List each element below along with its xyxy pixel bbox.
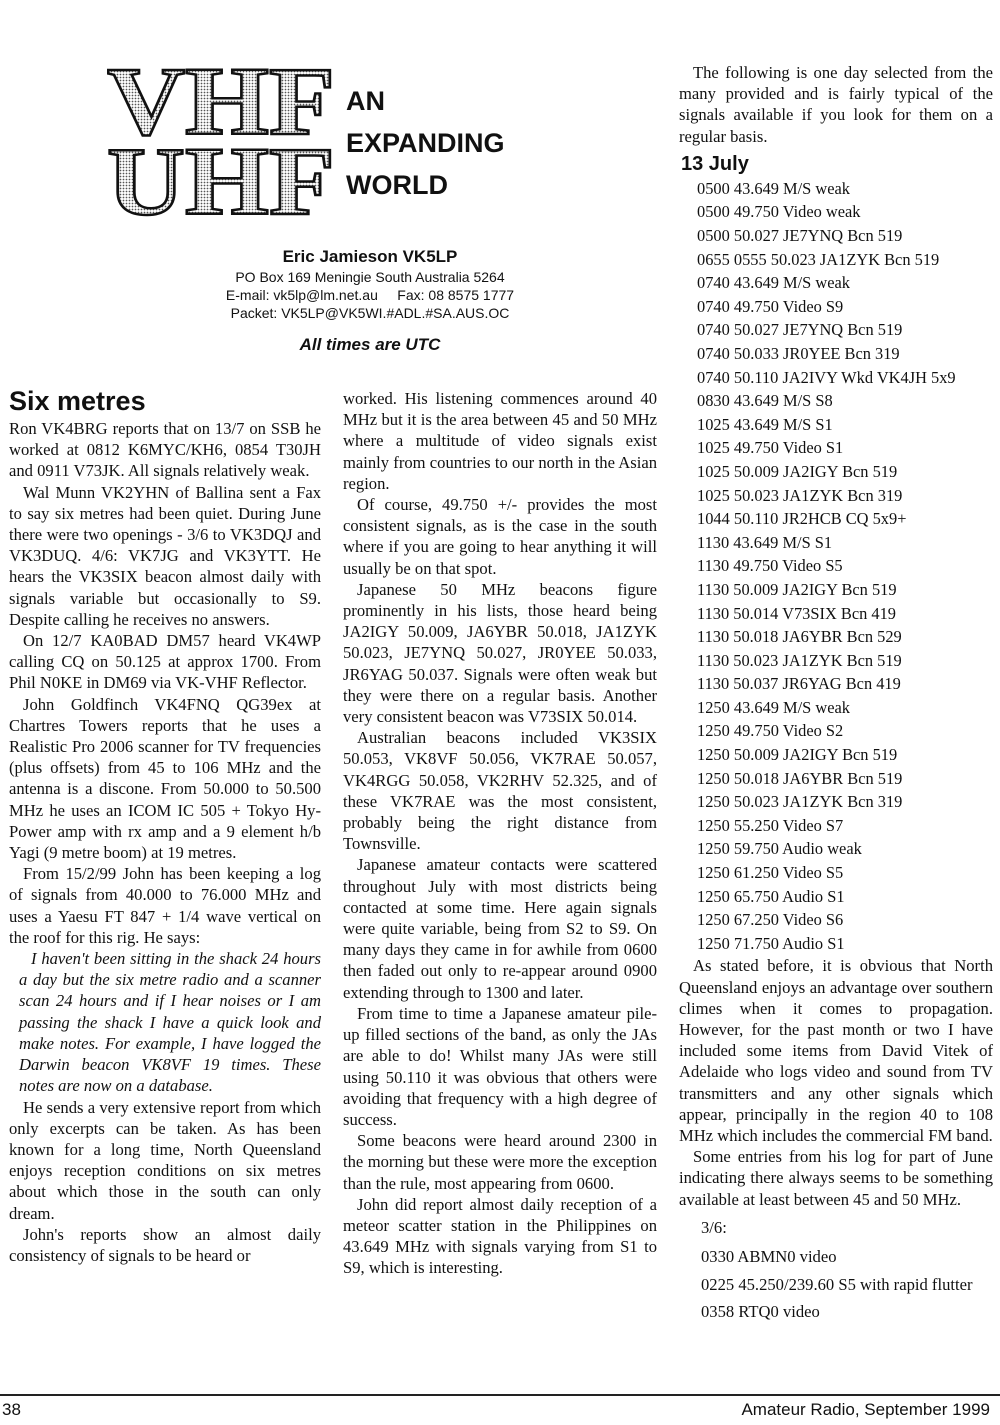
list-item: 0358 RTQ0 video <box>701 1302 820 1322</box>
headline-line: WORLD <box>346 170 448 200</box>
log-date: 13 July <box>681 152 749 175</box>
june-log-date: 3/6: <box>701 1217 727 1237</box>
log-entry: 1250 55.250 Video S7 <box>697 815 844 835</box>
column-2 <box>343 388 657 1279</box>
log-entry: 0830 43.649 M/S S8 <box>697 391 833 411</box>
column-1 <box>9 384 321 1266</box>
log-entry: 1250 50.023 JA1ZYK Bcn 319 <box>697 792 903 812</box>
page-number: 38 <box>2 1400 21 1419</box>
paragraph: Ron VK4BRG reports that on 13/7 on SSB he worked at 0812 K6MYC/KH6, 0854 T30JH and 0911 V73JK. All signals relatively weak. <box>9 419 321 481</box>
log-entry: 1250 43.649 M/S weak <box>697 697 850 717</box>
paragraph: Japanese amateur contacts were scattered throughout July with most districts being contacted at some time. Here again signals were quite variable, being from S2 to S9. On many days they came in for awhile from 0600 then faded out only to re-appear around 0900 extending through to 1300 and later. <box>343 855 657 1002</box>
author-packet: Packet: VK5LP@VK5WI.#ADL.#SA.AUS.OC <box>230 305 510 321</box>
log-entry: 1130 50.023 JA1ZYK Bcn 519 <box>697 650 902 670</box>
log-entry: 0740 49.750 Video S9 <box>697 296 844 316</box>
paragraph: John Goldfinch VK4FNQ QG39ex at Chartres Towers reports that he uses a Realistic Pro 2006 scanner for TV frequencies (plus offsets) from 45 to 106 MHz and the antenna is a discone. From 50.000 to 50.500 MHz he uses an ICOM IC 505 + Tokyo Hy-Power amp with rx amp and a 9 element h/b Yagi (9 metre boom) at 19 metres. <box>9 694 321 863</box>
log-entry: 1130 50.018 JA6YBR Bcn 529 <box>697 627 902 647</box>
paragraph: Australian beacons included VK3SIX 50.053, VK8VF 50.056, VK7RAE 50.057, VK4RGG 50.058, VK2RHV 52.325, and of these VK7RAE was the most consistent, probably being the right distance from Townsville. <box>343 728 657 854</box>
author-block <box>160 246 580 356</box>
quote: I haven't been sitting in the shack 24 hours a day but the six metre radio and a scanner scan 24 hours and if I hear noises or I am passing the shack I have a quick look and make notes. For example, I have logged the Darwin beacon VK8VF 19 times. These notes are now on a database. <box>19 949 321 1096</box>
paragraph: Japanese 50 MHz beacons figure prominently in his lists, those heard being JA2IGY 50.009, JA6YBR 50.018, JA1ZYK 50.023, JE7YNQ 50.027, JR0YEE 50.033, JR6YAG 50.037. Signals were often weak but they were there on a regular basis. Another very consistent beacon was V73SIX 50.014. <box>343 579 657 727</box>
headline-line: AN <box>346 86 385 116</box>
logo-line-uhf: UHF <box>107 128 335 220</box>
publication-line: Amateur Radio, September 1999 <box>741 1400 990 1419</box>
paragraph: From time to time a Japanese amateur pile-up filled sections of the band, as only the JAs are able to do! Whilst many JAs were still using 50.110 it was obvious that others were avoiding that frequency with a high degree of success. <box>343 1003 657 1129</box>
log-entry: 1250 50.009 JA2IGY Bcn 519 <box>697 745 898 765</box>
log-entry: 0740 50.027 JE7YNQ Bcn 519 <box>697 320 903 340</box>
paragraph: John did report almost daily reception of a meteor scatter station in the Philippines on 43.649 MHz with signals varying from S1 to S9, which is interesting. <box>343 1194 657 1278</box>
log-entry: 1250 49.750 Video S2 <box>697 721 844 741</box>
paragraph: Wal Munn VK2YHN of Ballina sent a Fax to say six metres had been quiet. During June there were two openings - 3/6 to VK3DQJ and VK3DUQ. 4/6: VK7JG and VK3YTT. He hears the VK3SIX beacon almost daily with signals variable but occasionally to S9. Despite calling he receives no answers. <box>9 482 321 629</box>
log-list <box>679 177 993 956</box>
log-entry: 1025 43.649 M/S S1 <box>697 414 833 434</box>
june-log-list <box>679 1216 993 1324</box>
log-entry: 1130 50.037 JR6YAG Bcn 419 <box>697 674 901 694</box>
log-entry: 0500 49.750 Video weak <box>697 202 861 222</box>
paragraph: From 15/2/99 John has been keeping a log of signals from 40.000 to 76.000 MHz and uses a Yaesu FT 847 + 1/4 wave vertical on the roof for this rig. He says: <box>9 864 321 947</box>
log-entry: 0740 50.033 JR0YEE Bcn 319 <box>697 343 900 363</box>
headline <box>346 80 505 206</box>
utc-note: All times are UTC <box>299 335 441 354</box>
paragraph: The following is one day selected from the many provided and is fairly typical of the signals available if you look for them on a regular basis. <box>679 63 993 146</box>
log-entry: 1130 49.750 Video S5 <box>697 556 843 576</box>
list-item: 0225 45.250/239.60 S5 with rapid flutter <box>701 1274 973 1294</box>
log-entry: 1044 50.110 JR2HCB CQ 5x9+ <box>697 509 907 529</box>
log-entry: 1130 43.649 M/S S1 <box>697 532 833 552</box>
section-title: Six metres <box>9 386 146 416</box>
log-entry: 1130 50.014 V73SIX Bcn 419 <box>697 603 896 623</box>
log-entry: 0740 50.110 JA2IVY Wkd VK4JH 5x9 <box>697 367 956 387</box>
log-entry: 1250 61.250 Video S5 <box>697 863 844 883</box>
list-item: 0330 ABMN0 video <box>701 1247 837 1267</box>
paragraph: Some entries from his log for part of June indicating there always seems to be something available at least between 45 and 50 MHz. <box>679 1147 993 1209</box>
log-entry: 1025 49.750 Video S1 <box>697 438 844 458</box>
log-entry: 1250 71.750 Audio S1 <box>697 933 845 953</box>
log-entry: 0500 43.649 M/S weak <box>697 178 850 198</box>
paragraph: John's reports show an almost daily consistency of signals to be heard or <box>9 1224 321 1265</box>
log-entry: 1250 67.250 Video S6 <box>697 910 844 930</box>
paragraph: worked. His listening commences around 40 MHz but it is the area between 45 and 50 MHz where a multitude of video signals exist mainly from countries to our north in the Asian region. <box>343 389 657 493</box>
logo-line-vhf: VHF <box>107 64 335 156</box>
footer-rule <box>0 1394 1000 1396</box>
headline-line: EXPANDING <box>346 128 505 158</box>
log-entry: 1250 59.750 Audio weak <box>697 839 862 859</box>
author-name: Eric Jamieson VK5LP <box>282 247 458 266</box>
column-3 <box>679 62 993 1324</box>
paragraph: Of course, 49.750 +/- provides the most consistent signals, as is the case in the south where if you are going to hear anything it will usually be on that spot. <box>343 495 657 578</box>
paragraph: He sends a very extensive report from which only excerpts can be taken. As has been known for a long time, North Queensland enjoys reception conditions on six metres about which those in the south can only dream. <box>9 1097 321 1223</box>
log-entry: 1130 50.009 JA2IGY Bcn 519 <box>697 579 897 599</box>
paragraph: On 12/7 KA0BAD DM57 heard VK4WP calling CQ on 50.125 at approx 1700. From Phil N0KE in DM69 via VK-VHF Reflector. <box>9 631 321 693</box>
log-entry: 1250 50.018 JA6YBR Bcn 519 <box>697 768 903 788</box>
author-email-fax: E-mail: vk5lp@lm.net.au Fax: 08 8575 1777 <box>225 287 515 303</box>
log-entry: 1025 50.023 JA1ZYK Bcn 319 <box>697 485 903 505</box>
paragraph: As stated before, it is obvious that North Queensland enjoys an advantage over southern climes when it comes to propagation. However, for the past month or two I have included some items from David Vitek of Adelaide who logs video and sound from TV transmitters and any other signals which appear, principally in the region 40 to 108 MHz which includes the commercial FM band. <box>679 956 993 1146</box>
log-entry: 0740 43.649 M/S weak <box>697 273 850 293</box>
vhf-uhf-logo <box>107 64 339 220</box>
author-address: PO Box 169 Meningie South Australia 5264 <box>235 269 505 285</box>
log-entry: 0500 50.027 JE7YNQ Bcn 519 <box>697 226 903 245</box>
paragraph: Some beacons were heard around 2300 in the morning but these were more the exception than the rule, most appearing from 0600. <box>343 1131 657 1193</box>
log-entry: 1250 65.750 Audio S1 <box>697 886 845 906</box>
log-entry: 1025 50.009 JA2IGY Bcn 519 <box>697 461 898 481</box>
log-entry: 0655 0555 50.023 JA1ZYK Bcn 519 <box>697 249 940 269</box>
